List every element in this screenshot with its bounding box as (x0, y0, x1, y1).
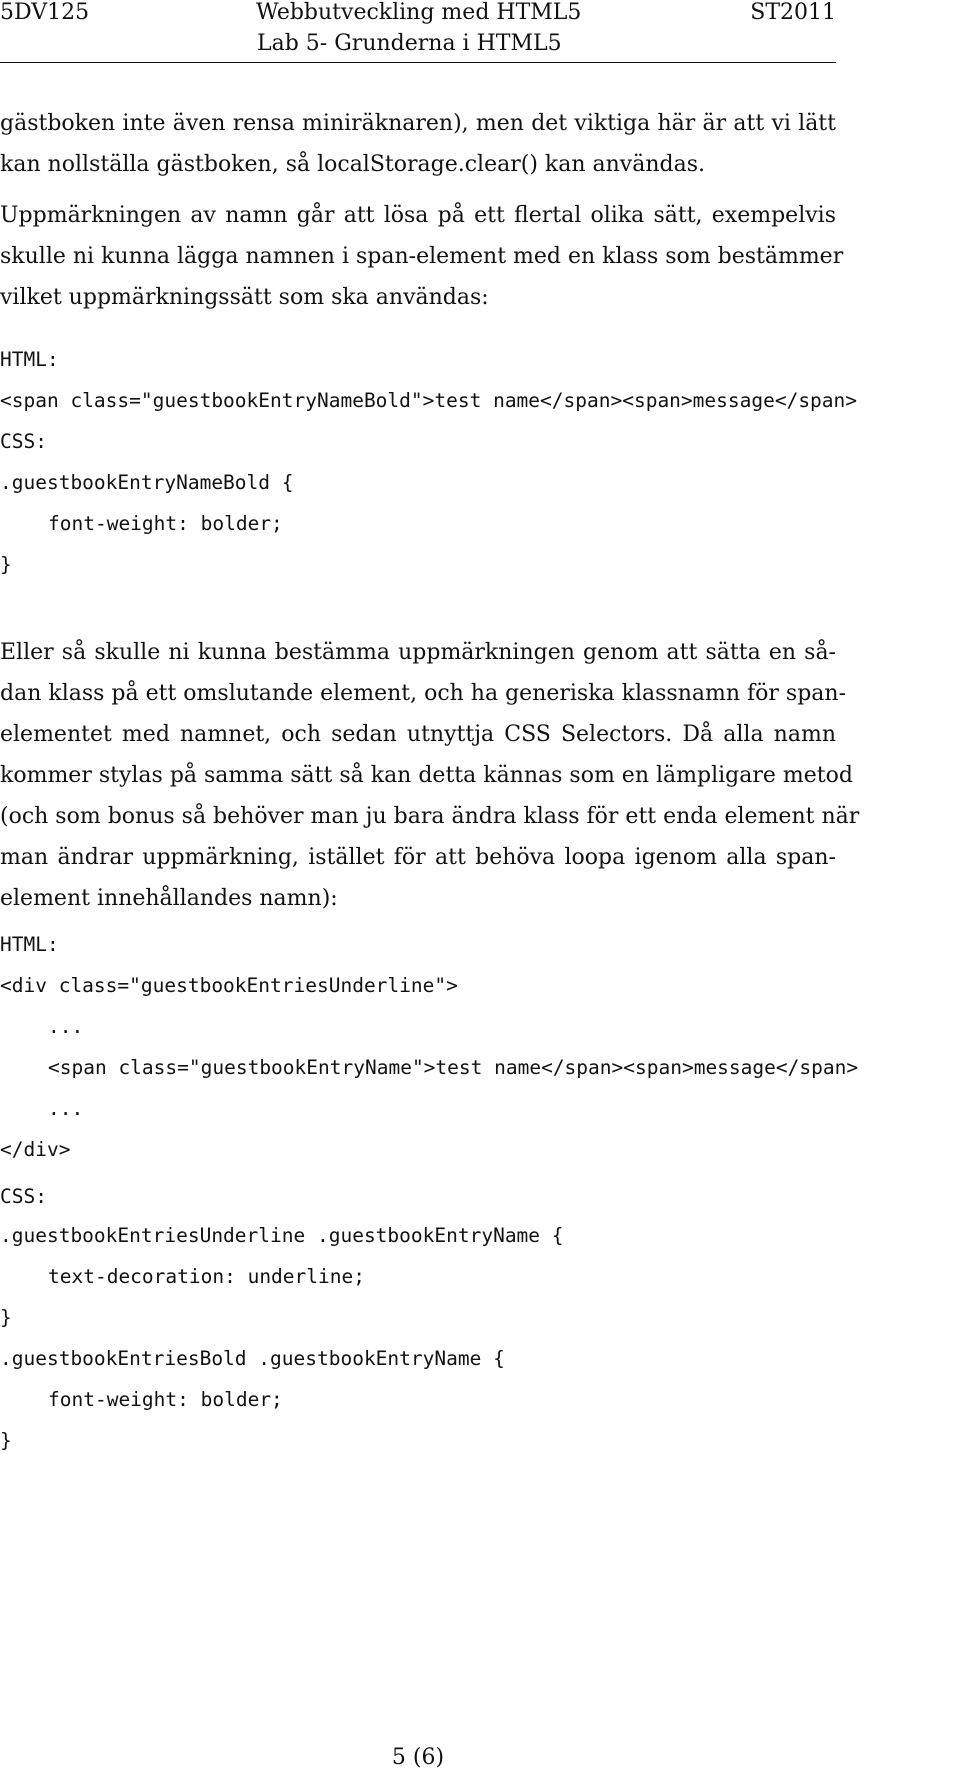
code-line: ... (48, 1015, 84, 1038)
code-line: } (0, 1429, 12, 1452)
code-block-2 (0, 924, 960, 1170)
code-line: <div class="guestbookEntriesUnderline"> (0, 974, 458, 997)
code-line: CSS: (0, 430, 47, 453)
header-rule (0, 62, 836, 63)
paragraph-line: vilket uppmärkningssätt som ska användas: (0, 285, 489, 310)
paragraph-line: Uppmärkningen av namn går att lösa på ett flertal olika sätt, exempelvis (0, 203, 836, 228)
code-line: font-weight: bolder; (48, 512, 283, 535)
code-block-1 (0, 339, 960, 585)
code-line: font-weight: bolder; (48, 1388, 283, 1411)
course-title: Webbutveckling med HTML5 (256, 0, 582, 25)
code-line: ... (48, 1097, 84, 1120)
code-line: } (0, 1306, 12, 1329)
paragraph-line: elementet med namnet, och sedan utnyttja CSS Selectors. Då alla namn (0, 722, 836, 747)
code-line: text-decoration: underline; (48, 1265, 365, 1288)
paragraph-2 (0, 195, 844, 318)
page-header (0, 0, 836, 64)
code-line: HTML: (0, 933, 59, 956)
lab-title: Lab 5- Grunderna i HTML5 (257, 31, 562, 56)
course-code: 5DV125 (0, 0, 90, 25)
code-line: CSS: (0, 1185, 47, 1208)
paragraph-line: Eller så skulle ni kunna bestämma uppmärkningen genom att sätta en så- (0, 640, 836, 665)
code-block-3 (0, 1176, 960, 1461)
code-line: } (0, 553, 12, 576)
paragraph-line: kommer stylas på samma sätt så kan detta kännas som en lämpligare metod (0, 763, 853, 788)
code-line: <span class="guestbookEntryName">test name</span><span>message</span> (48, 1056, 859, 1079)
paragraph-1 (0, 103, 836, 185)
code-line: .guestbookEntriesBold .guestbookEntryName { (0, 1347, 505, 1370)
paragraph-line: skulle ni kunna lägga namnen i span-element med en klass som bestämmer (0, 244, 844, 269)
paragraph-line: kan nollställa gästboken, så localStorage.clear() kan användas. (0, 152, 705, 177)
code-line: HTML: (0, 348, 59, 371)
paragraph-line: gästboken inte även rensa miniräknaren), men det viktiga här är att vi lätt (0, 111, 836, 136)
code-line: .guestbookEntriesUnderline .guestbookEntryName { (0, 1224, 564, 1247)
code-line: </div> (0, 1138, 71, 1161)
paragraph-line: element innehållandes namn): (0, 886, 338, 911)
paragraph-line: man ändrar uppmärkning, istället för att behöva loopa igenom alla span- (0, 845, 836, 870)
code-line: .guestbookEntryNameBold { (0, 471, 294, 494)
term: ST2011 (750, 0, 836, 25)
paragraph-3 (0, 632, 860, 919)
code-line: <span class="guestbookEntryNameBold">test name</span><span>message</span> (0, 389, 858, 412)
page-number: 5 (6) (391, 1745, 445, 1770)
paragraph-line: (och som bonus så behöver man ju bara ändra klass för ett enda element när (0, 804, 860, 829)
paragraph-line: dan klass på ett omslutande element, och ha generiska klassnamn för span- (0, 681, 847, 706)
